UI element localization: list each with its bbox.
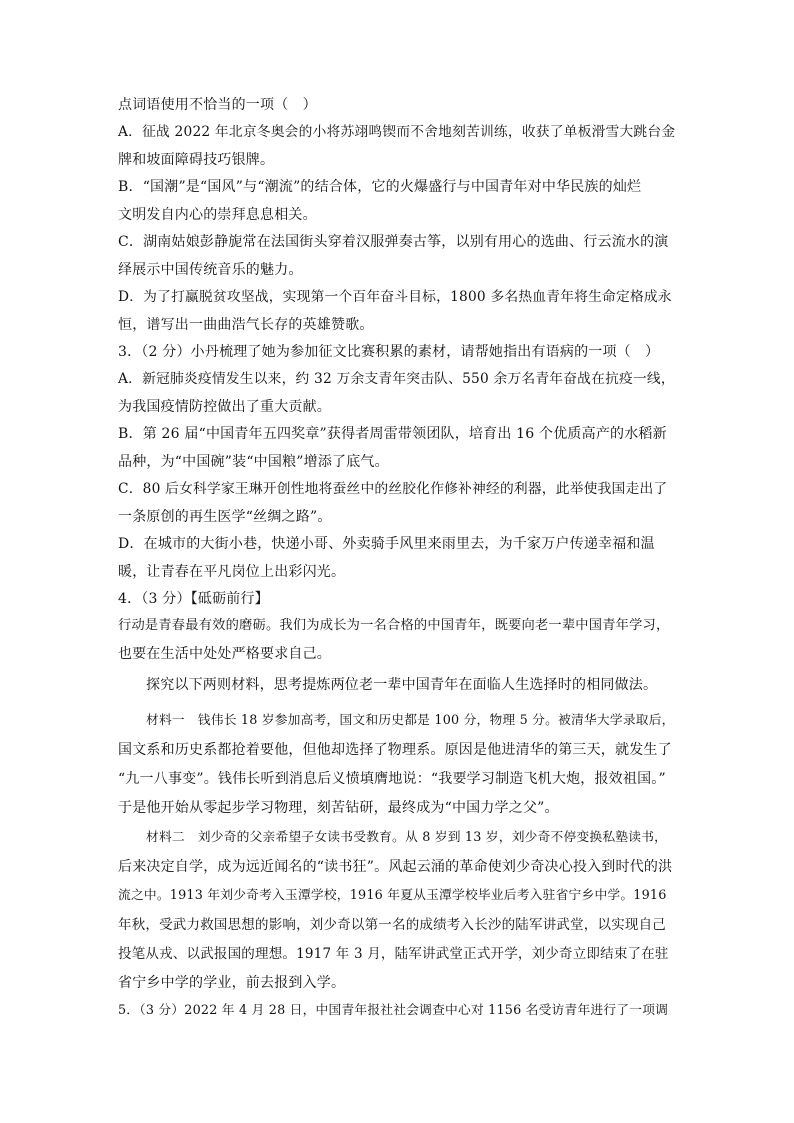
option-c-line: C．80 后女科学家王琳开创性地将蚕丝中的丝胶化作修补神经的利器，此举使我国走出了 (118, 481, 668, 497)
material-2-line: 流之中。1913 年刘少奇考入玉潭学校，1916 年夏从玉潭学校毕业后考入驻省宁乡中学。1916 (118, 888, 667, 903)
material-1-line: 材料一 钱伟长 18 岁参加高考，国文和历史都是 100 分，物理 5 分。被清华大学录取后， (146, 713, 675, 728)
material-2-line: 省宁乡中学的学业，前去报到入学。 (118, 975, 346, 991)
text-line: 行动是青春最有效的磨砺。我们为成长为一名合格的中国青年，既要向老一辈中国青年学习， (118, 618, 670, 633)
option-c-line: C．湖南姑娘彭静旎常在法国街头穿着汉服弹奏古筝，以别有用心的选曲、行云流水的演 (118, 234, 669, 250)
text-line: 绎展示中国传统音乐的魅力。 (118, 262, 303, 278)
text-line: 暖，让青春在平凡岗位上出彩闪光。 (118, 564, 346, 580)
instruction-line: 探究以下两则材料，思考提炼两位老一辈中国青年在面临人生选择时的相同做法。 (146, 677, 658, 693)
option-a-line: A．新冠肺炎疫情发生以来，约 32 万余支青年突击队、550 余万名青年奋战在抗疫一线， (118, 371, 675, 387)
option-b-line: B．第 26 届“中国青年五四奖章”获得者周雷带领团队，培育出 16 个优质高产的水稻新 (118, 426, 667, 442)
text-line: 牌和坡面障碍技巧银牌。 (118, 152, 275, 168)
option-d-line: D．为了打赢脱贫攻坚战，实现第一个百年奋斗目标，1800 多名热血青年将生命定格成永 (118, 289, 672, 305)
text-line: 品种，为“中国碗”装“中国粮”增添了底气。 (118, 454, 389, 470)
material-1-line: “九一八事变”。钱伟长听到消息后义愤填膺地说：“我要学习制造飞机大炮，报效祖国。” (118, 771, 666, 787)
material-2-line: 投笔从戎、以武报国的理想。1917 年 3 月，陆军讲武堂正式开学，刘少奇立即结束了在驻 (118, 946, 669, 962)
material-2-line: 材料二 刘少奇的父亲希望子女读书受教育。从 8 岁到 13 岁，刘少奇不停变换私塾读书， (146, 830, 668, 845)
material-1-line: 于是他开始从零起步学习物理，刻苦钻研，最终成为“中国力学之父”。 (118, 800, 559, 816)
text-line: 为我国疫情防控做出了重大贡献。 (118, 399, 331, 415)
option-d-line: D．在城市的大街小巷，快递小哥、外卖骑手风里来雨里去，为千家万户传递幸福和温 (118, 536, 655, 552)
option-b-line: B．“国潮”是“国风”与“潮流”的结合体，它的火爆盛行与中国青年对中华民族的灿烂 (118, 179, 642, 195)
question-4-heading: 4．（3 分）【砥砺前行】 (118, 591, 269, 607)
material-2-line: 后来决定自学，成为远近闻名的“读书狂”。风起云涌的革命使刘少奇决心投入到时代的洪 (118, 859, 673, 875)
question-3-heading: 3．（2 分）小丹梳理了她为参加征文比赛积累的素材，请帮她指出有语病的一项（ ） (118, 344, 660, 360)
material-2-line: 年秋，受武力救国思想的影响，刘少奇以第一名的成绩考入长沙的陆军讲武堂，以实现自己 (118, 917, 666, 933)
text-line: 文明发自内心的崇拜息息相关。 (118, 207, 317, 223)
material-1-line: 国文系和历史系都抢着要他，但他却选择了物理系。原因是他进清华的第三天，就发生了 (118, 742, 672, 758)
text-line: 点词语使用不恰当的一项（ ） (118, 97, 317, 113)
text-line: 也要在生活中处处严格要求自己。 (118, 646, 331, 662)
option-a-line: A．征战 2022 年北京冬奥会的小将苏翊鸣锲而不舍地刻苦训练，收获了单板滑雪大跳台金 (118, 124, 676, 140)
text-line: 恒，谱写出一曲曲浩气长存的英雄赞歌。 (118, 317, 374, 333)
text-line: 一条原创的再生医学“丝绸之路”。 (118, 509, 332, 525)
question-5-heading: 5．（3 分）2022 年 4 月 28 日，中国青年报社社会调查中心对 1156 名受访青年进行了一项调 (118, 1003, 669, 1018)
